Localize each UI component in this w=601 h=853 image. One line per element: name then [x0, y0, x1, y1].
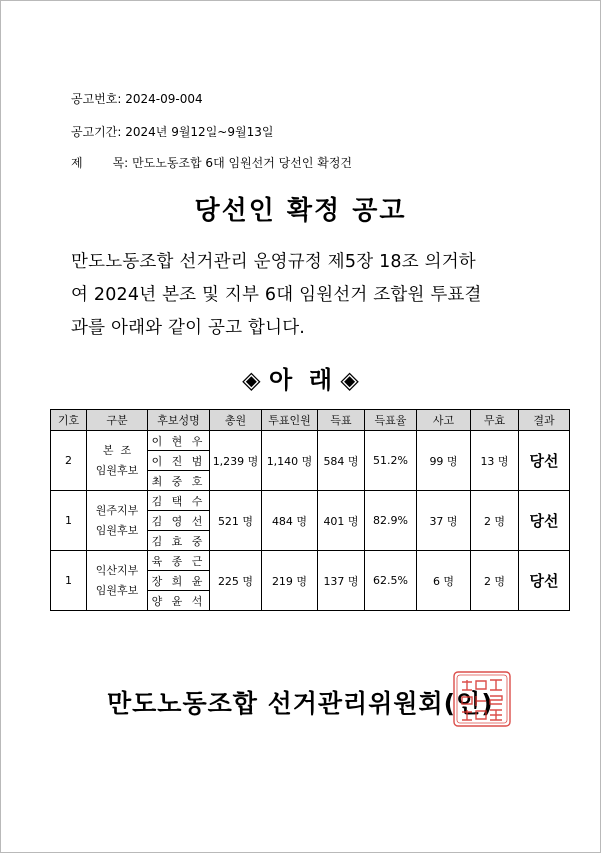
header-votes: 득표	[318, 410, 365, 431]
cell-division: 본 조 임원후보	[87, 431, 148, 491]
official-seal-icon	[452, 670, 512, 728]
cell-votes: 137 명	[318, 551, 365, 611]
cell-total: 521 명	[210, 491, 262, 551]
cell-candidate: 이 현 우	[148, 431, 210, 451]
cell-voters: 219 명	[262, 551, 318, 611]
committee-signature: 만도노동조합 선거관리위원회(인)	[107, 689, 494, 718]
document-title: 당선인 확정 공고	[194, 196, 407, 226]
cell-rate: 62.5%	[365, 551, 417, 611]
cell-total: 225 명	[210, 551, 262, 611]
cell-candidate: 김 영 선	[148, 511, 210, 531]
cell-candidate: 양 윤 석	[148, 591, 210, 611]
notice-number: 공고번호: 2024-09-004	[71, 92, 203, 106]
header-invalid: 무효	[471, 410, 519, 431]
cell-invalid: 2 명	[471, 551, 519, 611]
cell-candidate: 김 효 중	[148, 531, 210, 551]
cell-candidate: 김 택 수	[148, 491, 210, 511]
table-row	[51, 551, 570, 571]
header-rate: 득표율	[365, 410, 417, 431]
header-result: 결과	[519, 410, 570, 431]
section-heading: ◈ 아 래 ◈	[242, 366, 359, 394]
election-result-table	[50, 409, 570, 611]
cell-accident: 99 명	[417, 431, 471, 491]
table-header-row	[51, 410, 570, 431]
cell-candidate: 육 종 근	[148, 551, 210, 571]
cell-candidate: 최 중 호	[148, 471, 210, 491]
notice-subject: 제 목: 만도노동조합 6대 임원선거 당선인 확정건	[71, 156, 353, 170]
header-division: 구분	[87, 410, 148, 431]
cell-voters: 1,140 명	[262, 431, 318, 491]
header-voters: 투표인원	[262, 410, 318, 431]
cell-candidate: 장 희 윤	[148, 571, 210, 591]
cell-accident: 6 명	[417, 551, 471, 611]
cell-rate: 82.9%	[365, 491, 417, 551]
header-total: 총원	[210, 410, 262, 431]
cell-invalid: 2 명	[471, 491, 519, 551]
cell-no: 1	[51, 551, 87, 611]
cell-voters: 484 명	[262, 491, 318, 551]
cell-votes: 584 명	[318, 431, 365, 491]
notice-period: 공고기간: 2024년 9월12일~9월13일	[71, 125, 274, 139]
cell-no: 2	[51, 431, 87, 491]
header-no: 기호	[51, 410, 87, 431]
table-row	[51, 491, 570, 511]
cell-candidate: 이 진 범	[148, 451, 210, 471]
cell-total: 1,239 명	[210, 431, 262, 491]
cell-rate: 51.2%	[365, 431, 417, 491]
cell-accident: 37 명	[417, 491, 471, 551]
cell-no: 1	[51, 491, 87, 551]
cell-division: 원주지부 임원후보	[87, 491, 148, 551]
table-row	[51, 431, 570, 451]
cell-result: 당선	[519, 431, 570, 491]
header-accident: 사고	[417, 410, 471, 431]
cell-invalid: 13 명	[471, 431, 519, 491]
header-candidate: 후보성명	[148, 410, 210, 431]
body-paragraph: 만도노동조합 선거관리 운영규정 제5장 18조 의거하 여 2024년 본조 및 지부 6대 임원선거 조합원 투표결 과를 아래와 같이 공고 합니다.	[71, 252, 482, 338]
cell-votes: 401 명	[318, 491, 365, 551]
cell-result: 당선	[519, 491, 570, 551]
cell-result: 당선	[519, 551, 570, 611]
cell-division: 익산지부 임원후보	[87, 551, 148, 611]
